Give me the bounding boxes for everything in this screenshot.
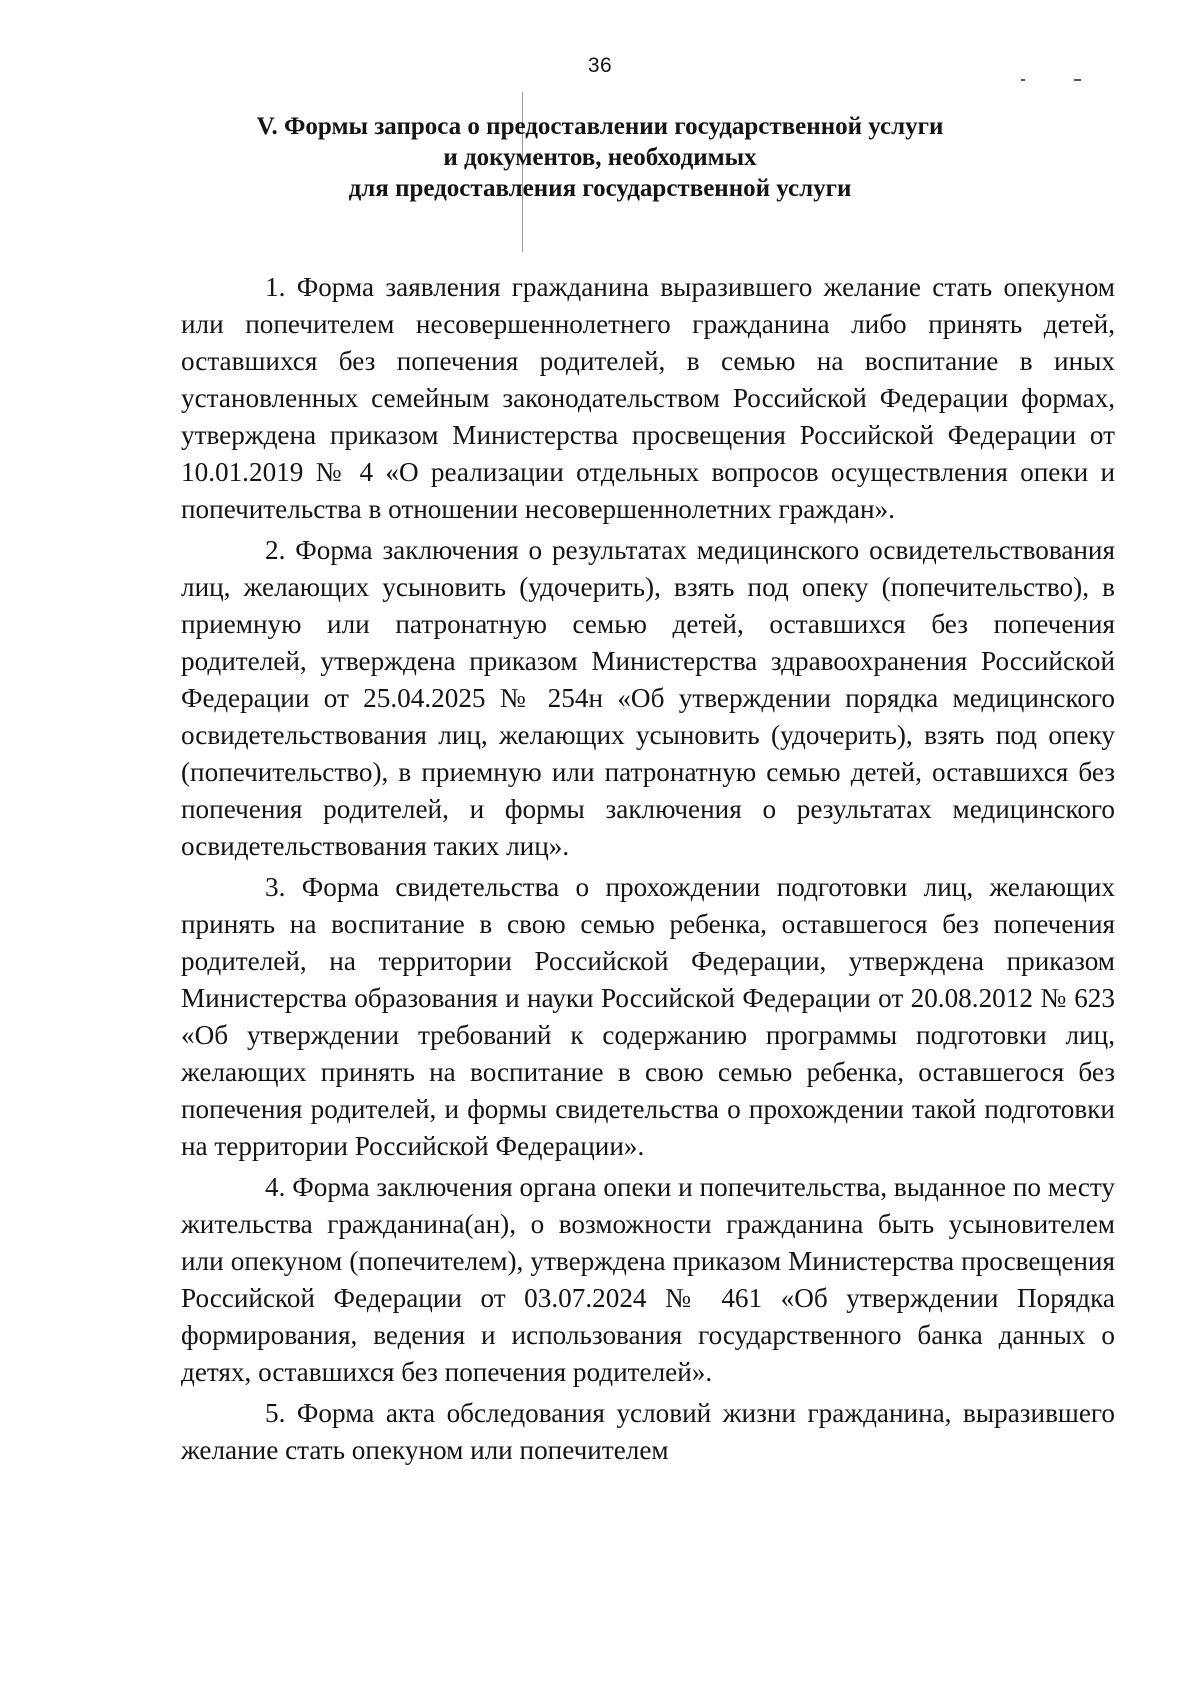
section-title-line-3: для предоставления государственной услуги	[348, 175, 852, 202]
section-title	[180, 111, 1020, 204]
paragraph-item-5: 5. Форма акта обследования условий жизни гражданина, выразившего желание стать опекуном или попечителем	[181, 1398, 1115, 1465]
paragraph-item-3: 3. Форма свидетельства о прохождении подготовки лиц, желающих принять на воспитание в свою семью ребенка, оставшегося без попечения родителей, на территории Российской Федерации, утверждена приказом Министерства образования и науки Российской Федерации от 20.08.2012 № 623 «Об утверждении требований к содержанию программы подготовки лиц, желающих принять на воспитание в свою семью ребенка, оставшегося без попечения родителей, и формы свидетельства о прохождении такой подготовки на территории Российской Федерации».	[181, 872, 1115, 1161]
document-body	[181, 269, 1115, 1473]
section-title-line-2: и документов, необходимых	[443, 144, 757, 171]
scan-artifact-mark	[1021, 79, 1025, 81]
page-number: 36	[587, 54, 613, 77]
paragraph-item-2: 2. Форма заключения о результатах медицинского освидетельствования лиц, желающих усыновить (удочерить), взять под опеку (попечительство), в приемную или патронатную семью детей, оставшихся без попечения родителей, утверждена приказом Министерства здравоохранения Российской Федерации от 25.04.2025 № 254н «Об утверждении порядка медицинского освидетельствования лиц, желающих усыновить (удочерить), взять под опеку (попечительство), в приемную или патронатную семью детей, оставшихся без попечения родителей, и формы заключения о результатах медицинского освидетельствования таких лиц».	[181, 535, 1115, 861]
scan-artifact-mark	[1074, 79, 1081, 81]
section-title-line-1: V. Формы запроса о предоставлении государственной услуги	[256, 113, 944, 140]
paragraph-item-4: 4. Форма заключения органа опеки и попечительства, выданное по месту жительства гражданина(ан), о возможности гражданина быть усыновителем или опекуном (попечителем), утверждена приказом Министерства просвещения Российской Федерации от 03.07.2024 № 461 «Об утверждении Порядка формирования, ведения и использования государственного банка данных о детях, оставшихся без попечения родителей».	[181, 1172, 1115, 1387]
paragraph-item-1: 1. Форма заявления гражданина выразившего желание стать опекуном или попечителем несовершеннолетнего гражданина либо принять детей, оставшихся без попечения родителей, в семью на воспитание в иных установленных семейным законодательством Российской Федерации формах, утверждена приказом Министерства просвещения Российской Федерации от 10.01.2019 № 4 «О реализации отдельных вопросов осуществления опеки и попечительства в отношении несовершеннолетних граждан».	[181, 272, 1115, 524]
